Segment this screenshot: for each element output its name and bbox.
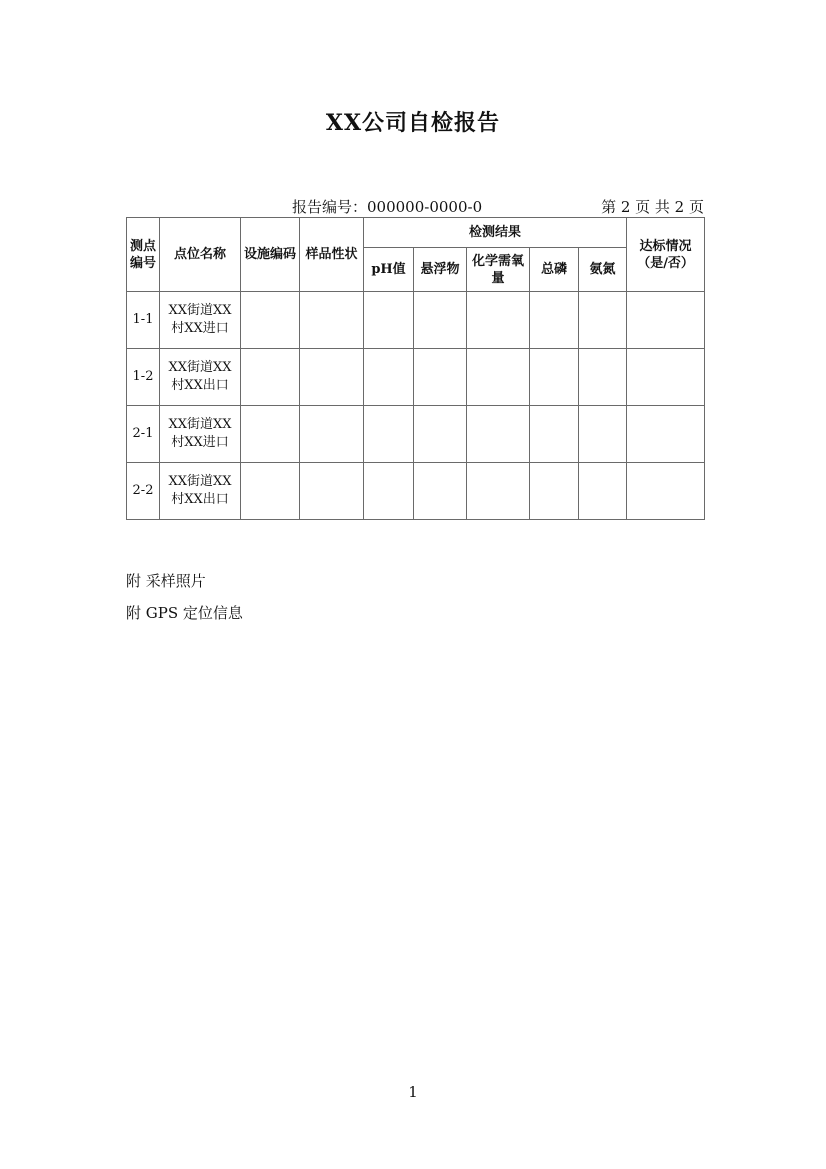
cell-point-no: 1-2 [127,349,160,406]
report-number: 报告编号：000000-0000-0 [292,198,483,216]
header-facility-code: 设施编码 [241,218,300,292]
cell-ammonia [579,349,627,406]
cell-tp [530,292,579,349]
cell-cod [467,292,530,349]
cell-cod [467,463,530,520]
cell-suspended [414,406,467,463]
cell-ph [364,349,414,406]
cell-facility-code [241,406,300,463]
cell-ammonia [579,292,627,349]
cell-point-name: XX街道XX村XX进口 [160,406,241,463]
header-compliance: 达标情况（是/否） [627,218,705,292]
header-cod: 化学需氧量 [467,248,530,292]
cell-facility-code [241,463,300,520]
cell-cod [467,406,530,463]
cell-point-name: XX街道XX村XX出口 [160,463,241,520]
cell-cod [467,349,530,406]
attachment-gps: 附 GPS 定位信息 [126,604,243,622]
cell-facility-code [241,349,300,406]
header-suspended: 悬浮物 [414,248,467,292]
cell-tp [530,463,579,520]
cell-tp [530,406,579,463]
table-row [127,349,705,406]
page-number: 1 [408,1083,418,1101]
table-row [127,463,705,520]
cell-suspended [414,463,467,520]
cell-suspended [414,349,467,406]
cell-sample-trait [300,349,364,406]
table-row [127,292,705,349]
cell-sample-trait [300,463,364,520]
cell-ph [364,463,414,520]
cell-ph [364,406,414,463]
header-ph: pH值 [364,248,414,292]
cell-point-no: 1-1 [127,292,160,349]
cell-tp [530,349,579,406]
header-point-no: 测点编号 [127,218,160,292]
cell-compliance [627,349,705,406]
cell-point-no: 2-2 [127,463,160,520]
table-row [127,406,705,463]
cell-point-name: XX街道XX村XX进口 [160,292,241,349]
header-ammonia: 氨氮 [579,248,627,292]
cell-sample-trait [300,406,364,463]
cell-facility-code [241,292,300,349]
cell-point-no: 2-1 [127,406,160,463]
cell-ammonia [579,406,627,463]
inspection-table [126,217,705,520]
page-info: 第 2 页 共 2 页 [601,198,704,216]
cell-ammonia [579,463,627,520]
cell-sample-trait [300,292,364,349]
cell-compliance [627,406,705,463]
header-results: 检测结果 [364,218,627,248]
cell-point-name: XX街道XX村XX出口 [160,349,241,406]
cell-compliance [627,292,705,349]
header-sample-trait: 样品性状 [300,218,364,292]
attachment-photos: 附 采样照片 [126,572,206,590]
page-title: XX公司自检报告 [325,110,501,136]
cell-compliance [627,463,705,520]
cell-ph [364,292,414,349]
header-tp: 总磷 [530,248,579,292]
header-point-name: 点位名称 [160,218,241,292]
cell-suspended [414,292,467,349]
